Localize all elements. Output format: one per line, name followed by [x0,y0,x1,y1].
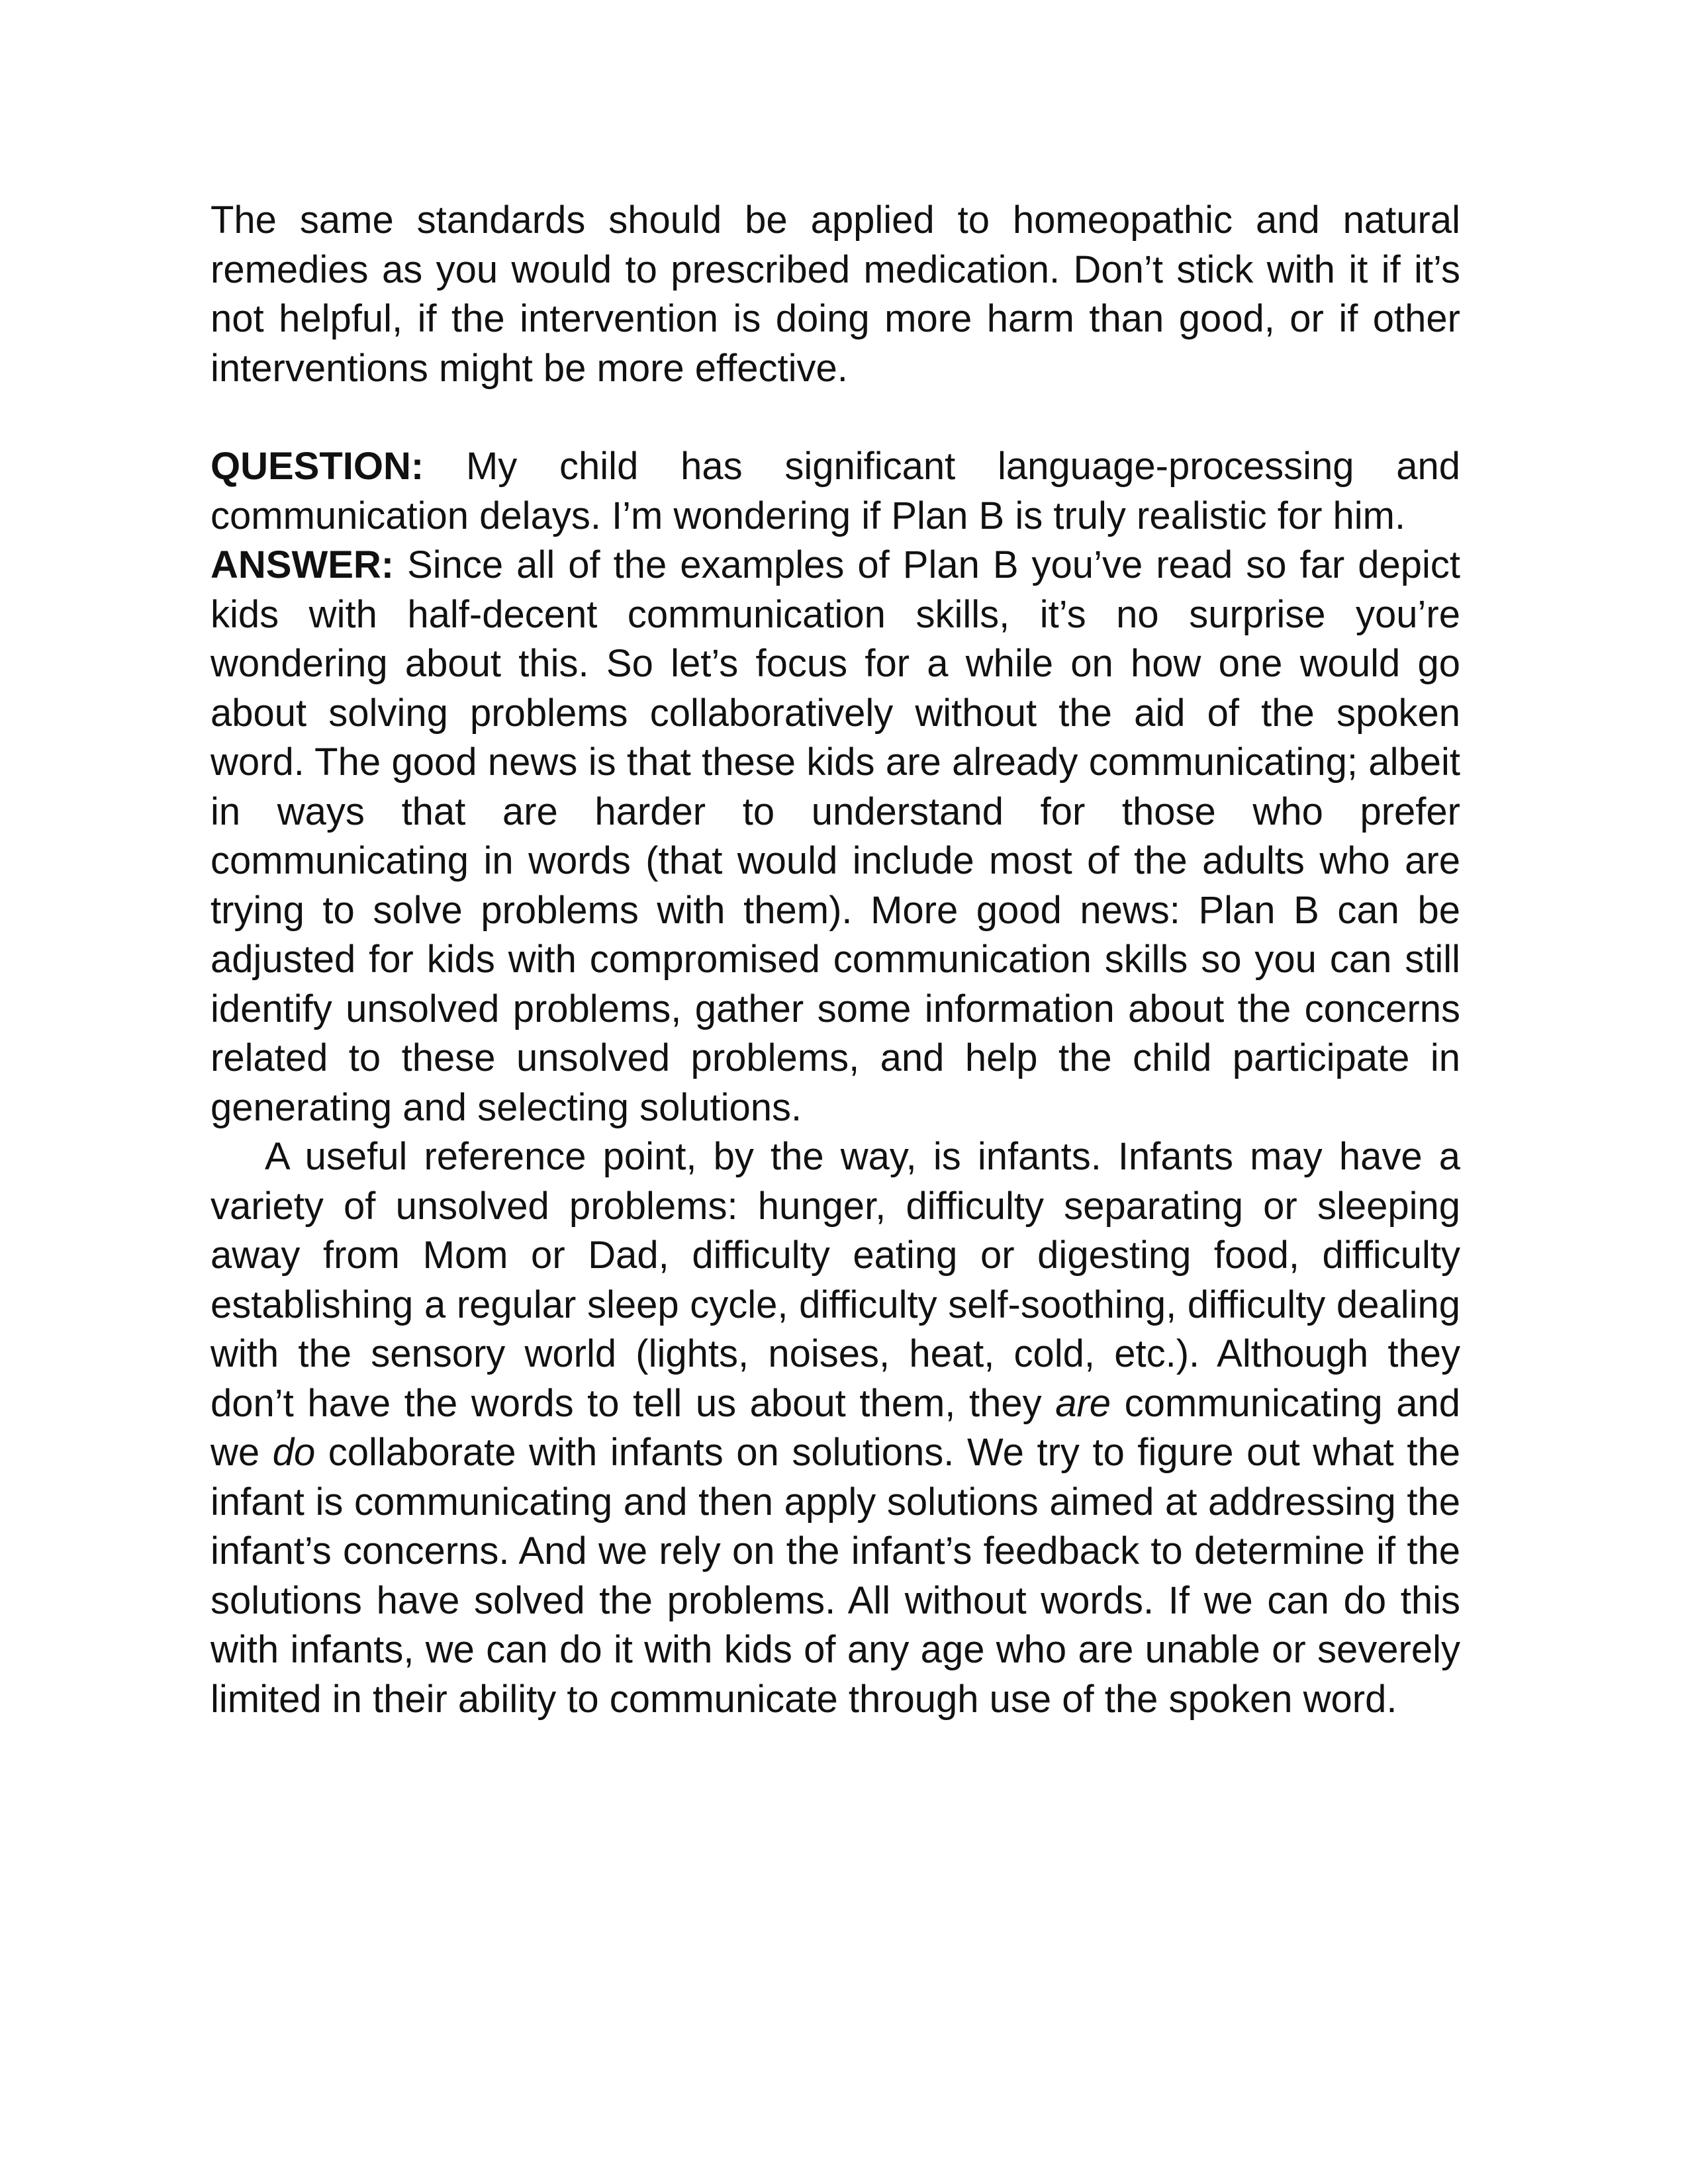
answer-label: ANSWER: [211,543,395,586]
question-text: My child has significant language-processing and communication delays. I’m wondering if Plan B is truly realistic for him. [211,445,1460,537]
document-page [211,196,1460,1724]
question-label: QUESTION: [211,445,424,488]
infants-paragraph [211,1132,1460,1724]
infants-emphasis-are: are [1055,1381,1111,1425]
infants-text-part2: communicating and we [211,1381,1460,1474]
answer-paragraph [211,541,1460,1132]
paragraph-spacer [211,393,1460,442]
question-paragraph [211,442,1460,541]
infants-text-part1: A useful reference point, by the way, is infants. Infants may have a variety of unsolved problems: hunger, difficulty separating or sleeping away from Mom or Dad, difficulty eating or digesting food, difficulty establishing a regular sleep cycle, difficulty self-soothing, difficulty dealing with the sensory world (lights, noises, heat, cold, etc.). Although they don’t have the words to tell us about them, they [211,1135,1460,1425]
infants-text-part3: collaborate with infants on solutions. We try to figure out what the infant is communicating and then apply solutions aimed at addressing the infant’s concerns. And we rely on the infant’s feedback to determine if the solutions have solved the problems. All without words. If we can do this with infants, we can do it with kids of any age who are unable or severely limited in their ability to communicate through use of the spoken word. [211,1431,1460,1721]
intro-paragraph: The same standards should be applied to homeopathic and natural remedies as you would to prescribed medication. Don’t stick with it if it’s not helpful, if the intervention is doing more harm than good, or if other interventions might be more effective. [211,199,1460,390]
answer-text: Since all of the examples of Plan B you’ve read so far depict kids with half-decent communication skills, it’s no surprise you’re wondering about this. So let’s focus for a while on how one would go about solving problems collaboratively without the aid of the spoken word. The good news is that these kids are already communicating; albeit in ways that are harder to understand for those who prefer communicating in words (that would include most of the adults who are trying to solve problems with them). More good news: Plan B can be adjusted for kids with compromised communication skills so you can still identify unsolved problems, gather some information about the concerns related to these unsolved problems, and help the child participate in generating and selecting solutions. [211,543,1460,1129]
infants-emphasis-do: do [272,1431,316,1474]
